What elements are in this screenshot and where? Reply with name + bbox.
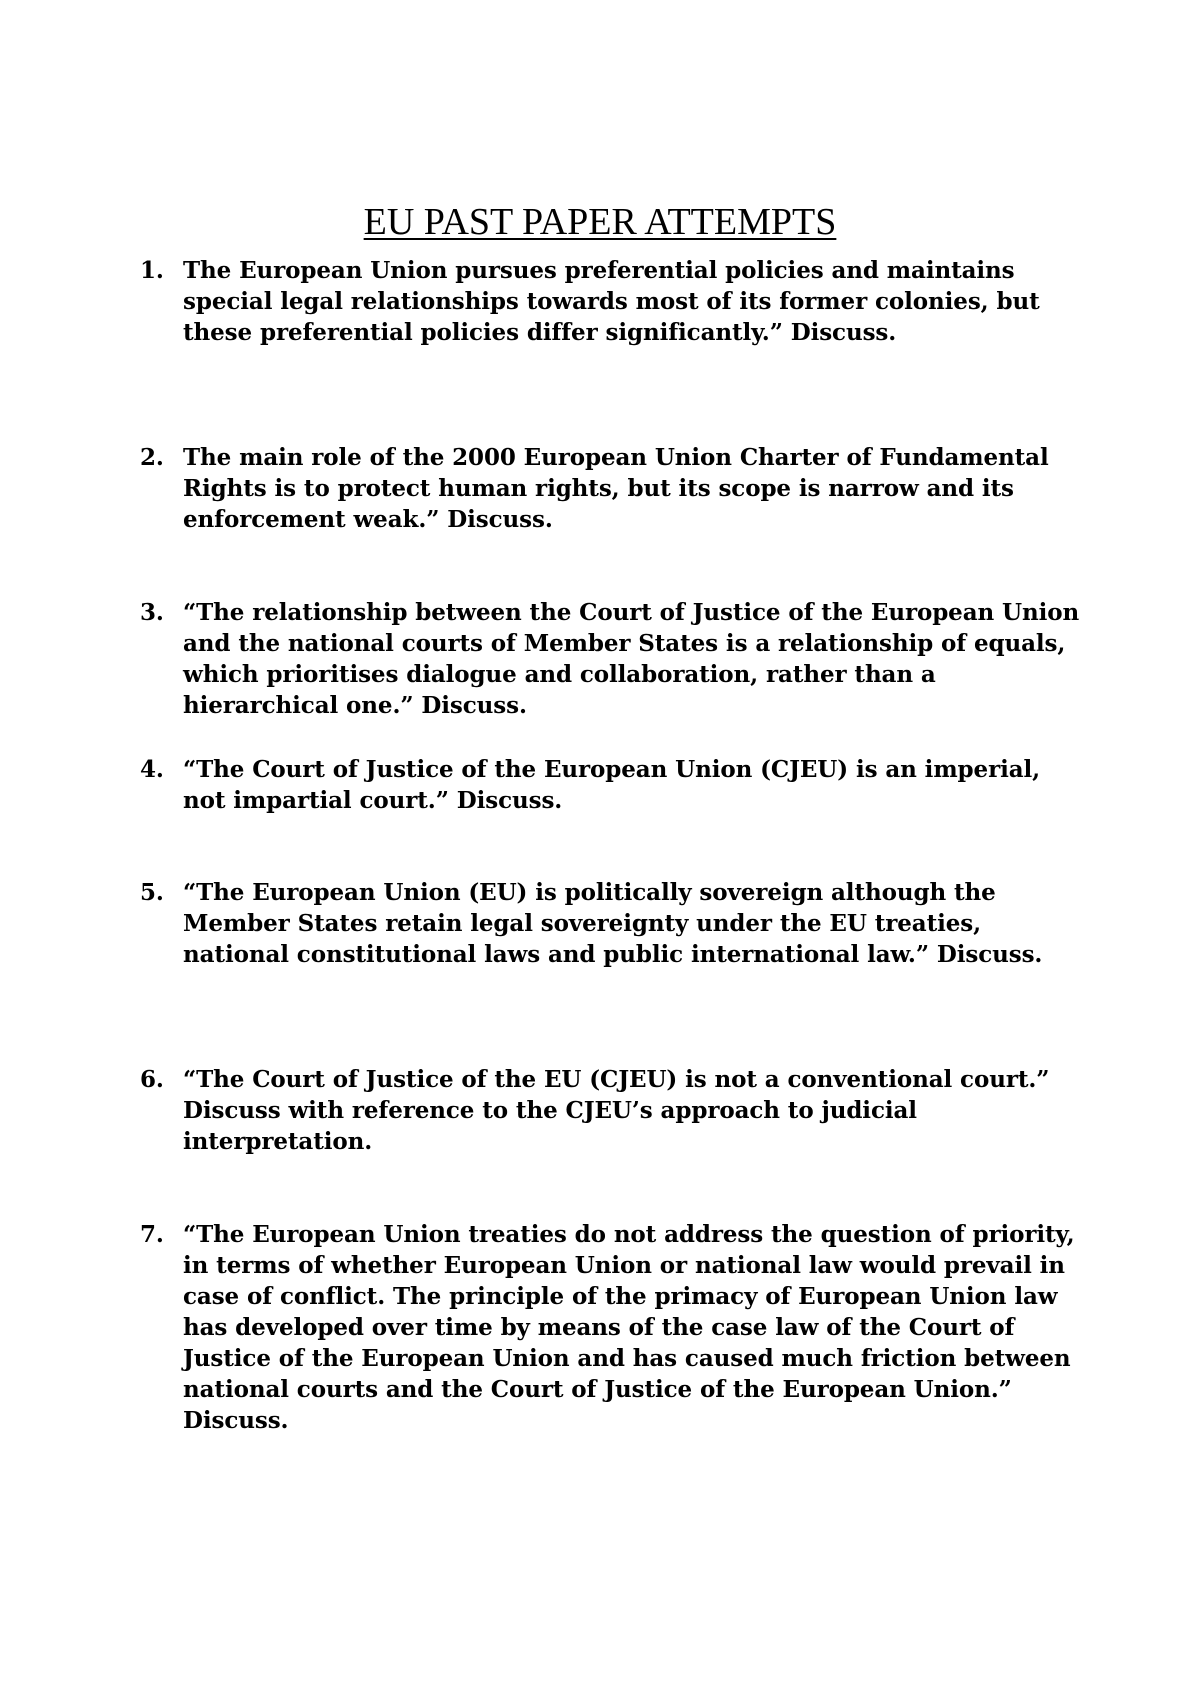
question-number: 1. xyxy=(140,257,164,284)
question-item xyxy=(140,877,1080,970)
question-item xyxy=(140,1219,1080,1436)
document-title: EU PAST PAPER ATTEMPTS xyxy=(363,201,837,243)
question-number: 7. xyxy=(140,1221,164,1248)
question-item xyxy=(140,255,1080,348)
question-text: The European Union pursues preferential policies and maintains special legal relationships towards most of its former colonies, but these preferential policies differ significantly.” Discuss. xyxy=(183,257,1040,346)
question-number: 3. xyxy=(140,599,164,626)
question-item xyxy=(140,754,1080,816)
question-number: 5. xyxy=(140,879,164,906)
question-text: The main role of the 2000 European Union Charter of Fundamental Rights is to protect human rights, but its scope is narrow and its enforcement weak.” Discuss. xyxy=(183,444,1049,533)
question-text: “The European Union (EU) is politically sovereign although the Member States retain legal sovereignty under the EU treaties, national constitutional laws and public international law.” Discuss. xyxy=(183,879,1043,968)
question-text: “The European Union treaties do not address the question of priority, in terms of whether European Union or national law would prevail in case of conflict. The principle of the primacy of European Union law has developed over time by means of the case law of the Court of Justice of the European Union and has caused much friction between national courts and the Court of Justice of the European Union.” Discuss. xyxy=(183,1221,1075,1434)
question-item xyxy=(140,597,1080,721)
question-item xyxy=(140,442,1080,535)
question-text: “The Court of Justice of the EU (CJEU) is not a conventional court.” Discuss with reference to the CJEU’s approach to judicial interpretation. xyxy=(183,1066,1050,1155)
question-item xyxy=(140,1064,1080,1157)
question-number: 4. xyxy=(140,756,164,783)
question-text: “The Court of Justice of the European Union (CJEU) is an imperial, not impartial court.” Discuss. xyxy=(183,756,1041,814)
question-number: 2. xyxy=(140,444,164,471)
question-text: “The relationship between the Court of Justice of the European Union and the national courts of Member States is a relationship of equals, which prioritises dialogue and collaboration, rather than a hierarchical one.” Discuss. xyxy=(183,599,1080,719)
question-number: 6. xyxy=(140,1066,164,1093)
